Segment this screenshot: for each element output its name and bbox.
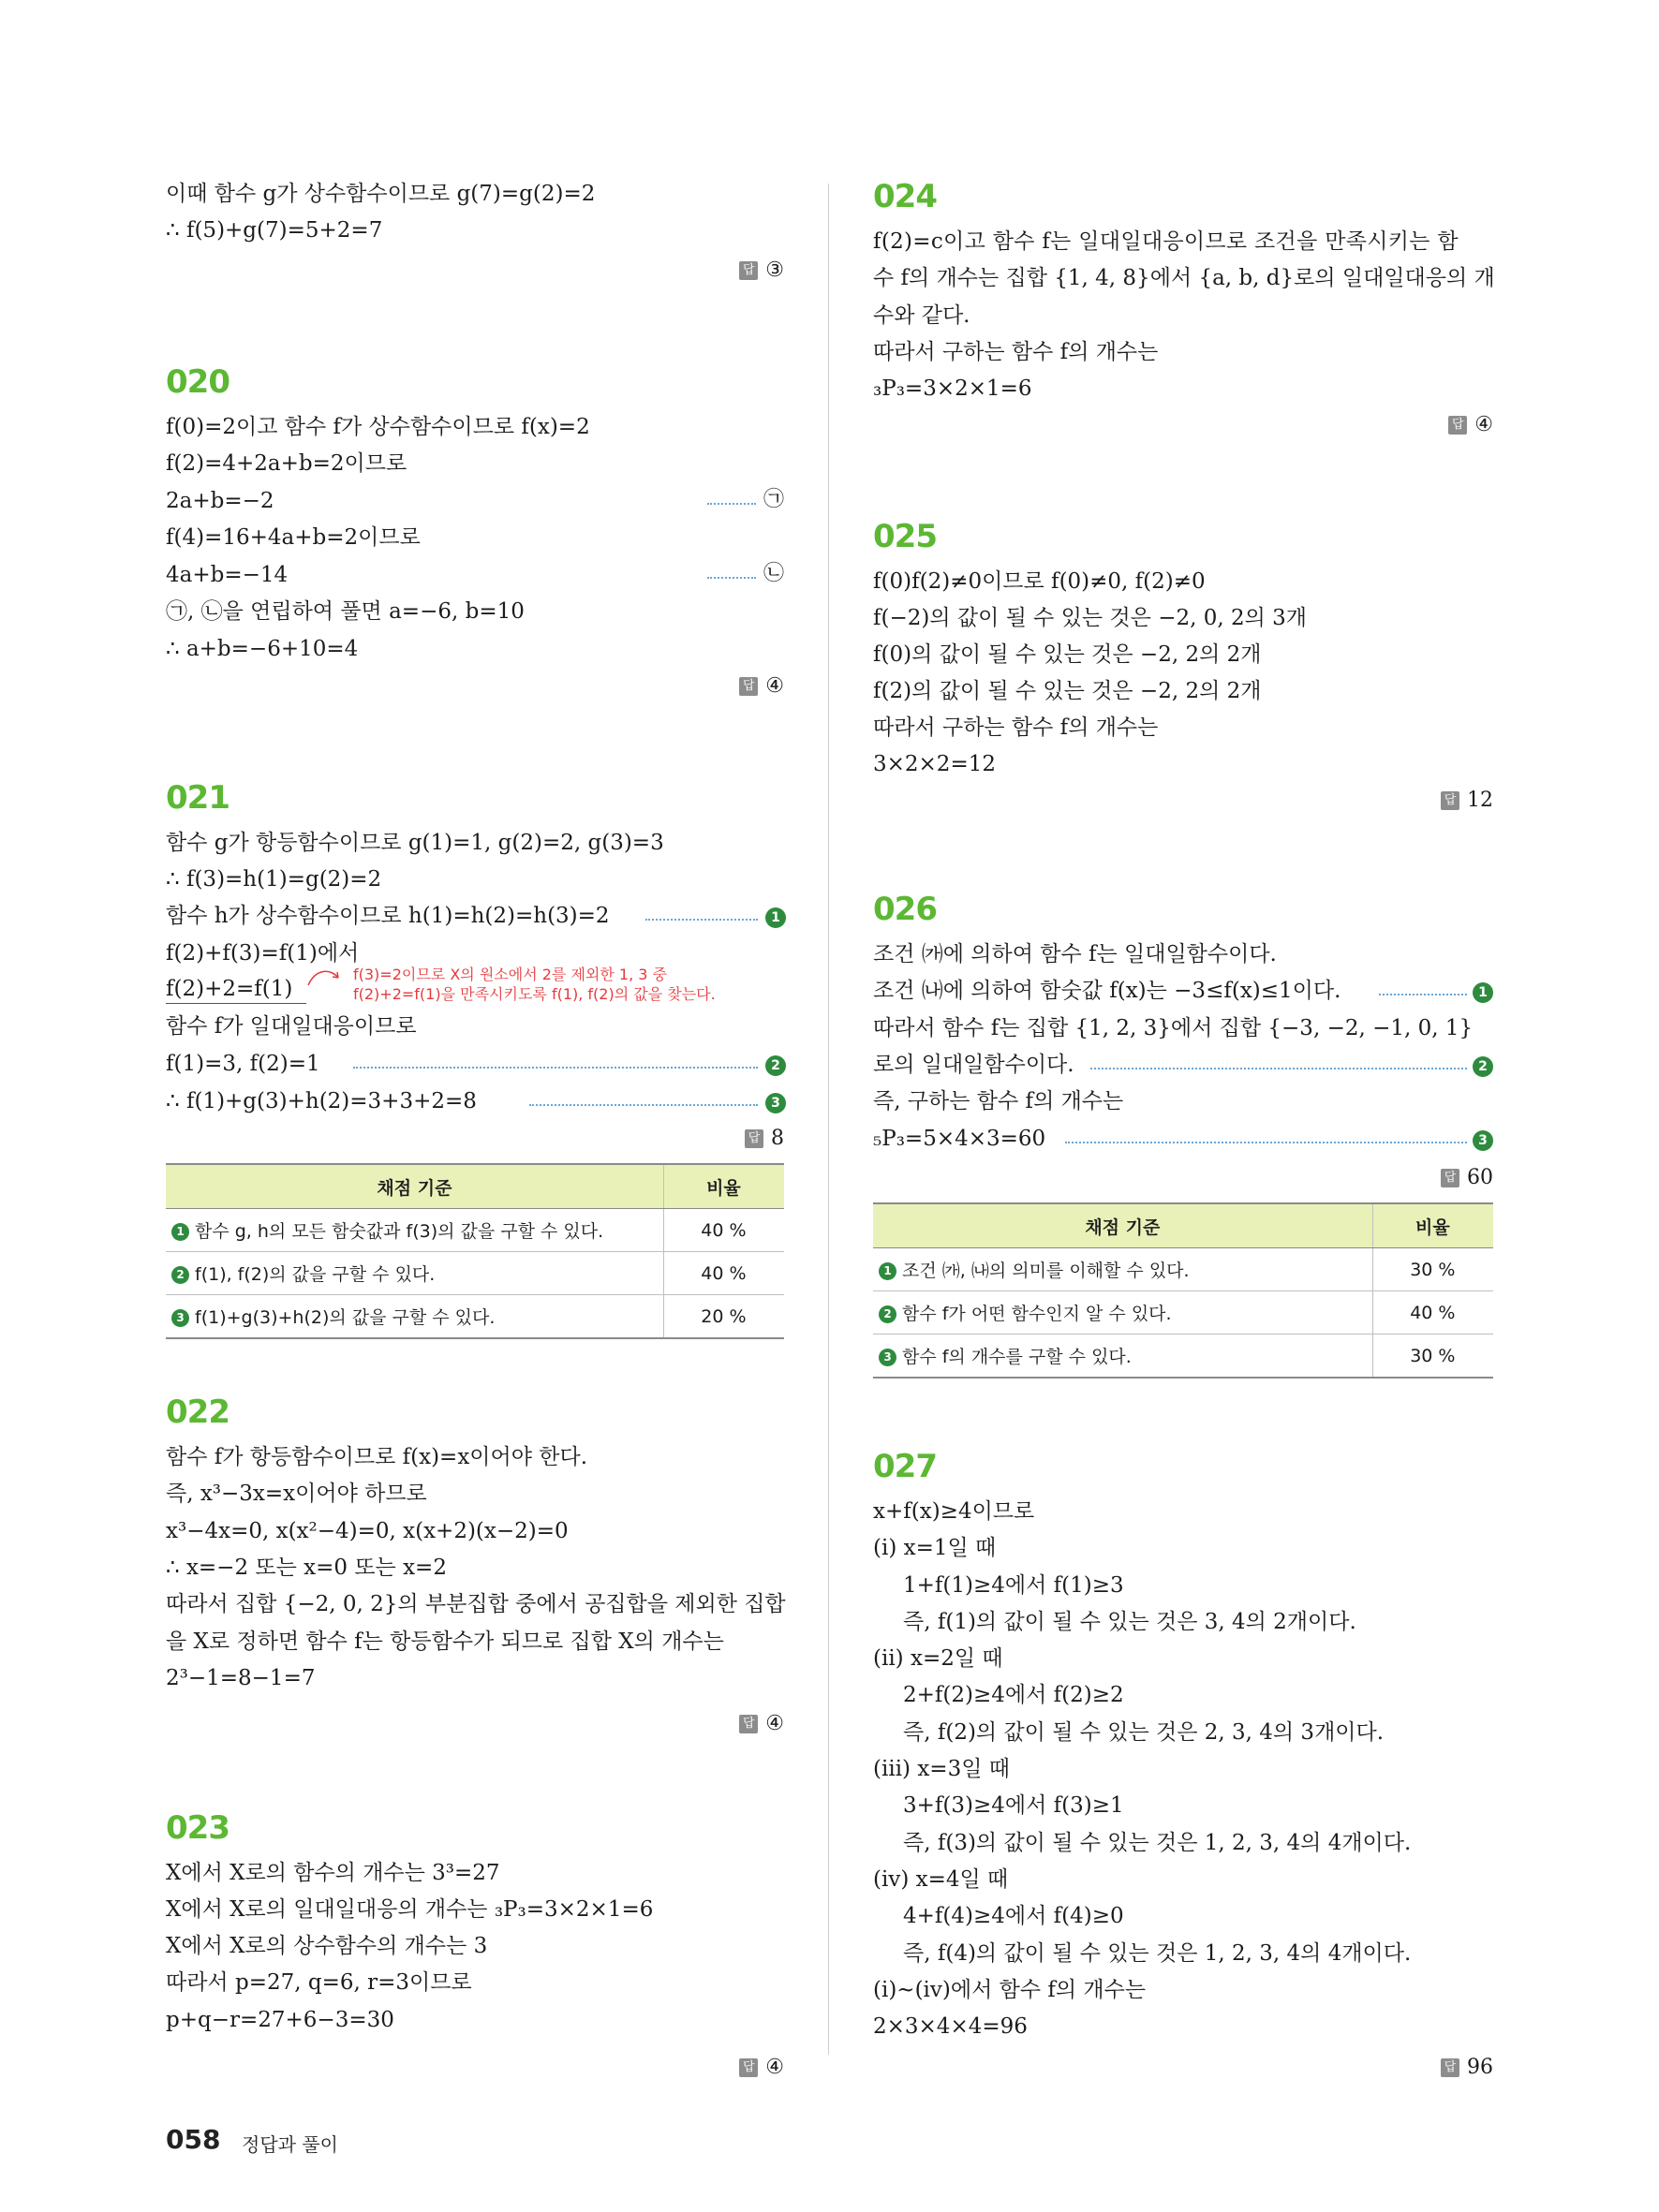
solution-line: ∴ x=−2 또는 x=0 또는 x=2 xyxy=(166,1556,447,1580)
table-row xyxy=(166,1295,784,1339)
solution-line: f(2)의 값이 될 수 있는 것은 −2, 2의 2개 xyxy=(873,679,1262,703)
solution-line: f(2)+f(3)=f(1)에서 xyxy=(166,941,360,966)
solution-line: X에서 X로의 상수함수의 개수는 3 xyxy=(166,1934,488,1958)
table-header: 비율 xyxy=(663,1164,784,1209)
criterion-cell xyxy=(166,1295,663,1339)
solution-line: 따라서 구하는 함수 f의 개수는 xyxy=(873,340,1159,364)
circled-mark: ㉡ xyxy=(763,562,785,585)
solution-line: 함수 h가 상수함수이므로 h(1)=h(2)=h(3)=2 xyxy=(166,904,610,928)
ratio-cell: 30 % xyxy=(1372,1248,1493,1291)
section-title: 026 xyxy=(873,891,937,928)
answer-label-icon: 답 xyxy=(1441,1169,1459,1187)
answer xyxy=(739,1712,784,1735)
solution-line: 따라서 p=27, q=6, r=3이므로 xyxy=(166,1970,472,1995)
solution-line: 을 X로 정하면 함수 f는 항등함수가 되므로 집합 X의 개수는 xyxy=(166,1630,724,1654)
solution-line: (ⅱ) x=2일 때 xyxy=(873,1646,1003,1671)
answer xyxy=(1448,413,1493,436)
leader-dots xyxy=(707,577,756,579)
answer-label-icon: 답 xyxy=(739,1715,758,1733)
solution-line: 1+f(1)≥4에서 f(1)≥3 xyxy=(903,1573,1124,1598)
step-mark: 1 xyxy=(879,1262,896,1280)
step-mark-2: 2 xyxy=(1473,1056,1493,1077)
criterion-text: f(1), f(2)의 값을 구할 수 있다. xyxy=(195,1264,436,1285)
step-mark: 2 xyxy=(879,1305,896,1323)
step-mark-3: 3 xyxy=(1473,1130,1493,1151)
solution-line: f(2)=c이고 함수 f는 일대일대응이므로 조건을 만족시키는 함 xyxy=(873,229,1459,254)
criterion-cell xyxy=(873,1291,1372,1335)
solution-line: f(2)=4+2a+b=2이므로 xyxy=(166,451,407,476)
answer-value: 12 xyxy=(1467,789,1493,812)
answer-label-icon: 답 xyxy=(739,2058,758,2077)
answer xyxy=(739,2056,784,2079)
step-mark-1: 1 xyxy=(765,907,786,928)
solution-line: f(0)의 값이 될 수 있는 것은 −2, 2의 2개 xyxy=(873,642,1262,667)
answer-label-icon: 답 xyxy=(739,261,758,280)
solution-line: ∴ f(3)=h(1)=g(2)=2 xyxy=(166,867,382,892)
answer-label-icon: 답 xyxy=(1441,791,1459,810)
solution-line: x³−4x=0, x(x²−4)=0, x(x+2)(x−2)=0 xyxy=(166,1519,569,1543)
footer-label: 정답과 풀이 xyxy=(242,2133,338,2156)
solution-line: ㉠, ㉡을 연립하여 풀면 a=−6, b=10 xyxy=(166,599,525,624)
table-header: 채점 기준 xyxy=(873,1203,1372,1248)
solution-line: 따라서 구하는 함수 f의 개수는 xyxy=(873,715,1159,740)
criterion-cell xyxy=(166,1252,663,1295)
solution-line: X에서 X로의 일대일대응의 개수는 ₃P₃=3×2×1=6 xyxy=(166,1897,654,1922)
grading-table xyxy=(166,1163,784,1339)
answer-value: ④ xyxy=(765,1712,784,1735)
step-mark: 1 xyxy=(171,1223,189,1241)
solution-line: ∴ f(1)+g(3)+h(2)=3+3+2=8 xyxy=(166,1089,477,1113)
answer xyxy=(739,674,784,698)
section-title: 021 xyxy=(166,779,230,817)
answer-label-icon: 답 xyxy=(739,677,758,696)
criterion-text: 조건 ㈎, ㈏의 의미를 이해할 수 있다. xyxy=(902,1261,1190,1281)
solution-line: x+f(x)≥4이므로 xyxy=(873,1499,1035,1524)
answer-label-icon: 답 xyxy=(1441,2058,1459,2077)
step-mark: 3 xyxy=(171,1309,189,1327)
table-header: 채점 기준 xyxy=(166,1164,663,1209)
solution-line: p+q−r=27+6−3=30 xyxy=(166,2008,394,2032)
solution-line: X에서 X로의 함수의 개수는 3³=27 xyxy=(166,1861,500,1885)
solution-line: 조건 ㈎에 의하여 함수 f는 일대일함수이다. xyxy=(873,942,1277,966)
table-header: 비율 xyxy=(1372,1203,1493,1248)
solution-line: 수와 같다. xyxy=(873,303,970,328)
solution-line: (ⅰ) x=1일 때 xyxy=(873,1536,997,1560)
answer-value: 8 xyxy=(771,1127,784,1150)
solution-line: 따라서 함수 f는 집합 {1, 2, 3}에서 집합 {−3, −2, −1, 0, 1} xyxy=(873,1016,1474,1040)
solution-line: 함수 f가 일대일대응이므로 xyxy=(166,1014,417,1039)
step-mark-1: 1 xyxy=(1473,982,1493,1003)
solution-line: f(0)f(2)≠0이므로 f(0)≠0, f(2)≠0 xyxy=(873,569,1206,594)
criterion-text: 함수 g, h의 모든 함숫값과 f(3)의 값을 구할 수 있다. xyxy=(195,1221,604,1242)
solution-line: (ⅰ)~(ⅳ)에서 함수 f의 개수는 xyxy=(873,1978,1147,2002)
solution-line: ₅P₃=5×4×3=60 xyxy=(873,1127,1046,1151)
leader-dots xyxy=(529,1104,758,1106)
answer-value: ④ xyxy=(765,674,784,698)
section-title: 020 xyxy=(166,363,230,401)
solution-line: 조건 ㈏에 의하여 함숫값 f(x)는 −3≤f(x)≤1이다. xyxy=(873,979,1341,1003)
answer xyxy=(739,258,784,282)
section-title: 022 xyxy=(166,1394,230,1431)
step-mark: 3 xyxy=(879,1349,896,1366)
ratio-cell: 40 % xyxy=(663,1209,784,1252)
table-row xyxy=(873,1335,1493,1379)
criterion-text: 함수 f가 어떤 함수인지 알 수 있다. xyxy=(902,1304,1172,1324)
solution-line: 즉, x³−3x=x이어야 하므로 xyxy=(166,1482,427,1506)
solution-line: 4+f(4)≥4에서 f(4)≥0 xyxy=(903,1904,1124,1928)
section-title: 025 xyxy=(873,518,937,555)
solution-line: 즉, f(1)의 값이 될 수 있는 것은 3, 4의 2개이다. xyxy=(903,1610,1356,1634)
criterion-text: f(1)+g(3)+h(2)의 값을 구할 수 있다. xyxy=(195,1307,496,1328)
solution-line: 4a+b=−14 xyxy=(166,563,289,587)
solution-line: 함수 f가 항등함수이므로 f(x)=x이어야 한다. xyxy=(166,1445,588,1469)
solution-line: f(4)=16+4a+b=2이므로 xyxy=(166,525,421,550)
note-arrow-icon xyxy=(306,965,344,991)
section-title: 024 xyxy=(873,178,937,215)
intro-line: 이때 함수 g가 상수함수이므로 g(7)=g(2)=2 xyxy=(166,182,596,206)
solution-line: 3+f(3)≥4에서 f(3)≥1 xyxy=(903,1793,1124,1818)
solution-line: f(2)+2=f(1) xyxy=(166,977,293,1001)
leader-dots xyxy=(1065,1142,1467,1143)
answer xyxy=(1441,789,1493,812)
solution-line: 즉, 구하는 함수 f의 개수는 xyxy=(873,1089,1124,1113)
solution-line: 따라서 집합 {−2, 0, 2}의 부분집합 중에서 공집합을 제외한 집합 xyxy=(166,1592,786,1616)
solution-line: 로의 일대일함수이다. xyxy=(873,1053,1074,1077)
step-mark-3: 3 xyxy=(765,1093,786,1113)
answer-value: 60 xyxy=(1467,1166,1493,1189)
leader-dots xyxy=(1379,994,1467,995)
solution-line: ∴ a+b=−6+10=4 xyxy=(166,637,359,661)
answer xyxy=(1441,2056,1493,2079)
table-row xyxy=(873,1248,1493,1291)
solution-line: 2a+b=−2 xyxy=(166,489,274,513)
underline xyxy=(166,1003,306,1004)
table-row xyxy=(166,1252,784,1295)
leader-dots xyxy=(353,1067,758,1069)
solution-line: f(−2)의 값이 될 수 있는 것은 −2, 0, 2의 3개 xyxy=(873,606,1307,630)
step-mark-2: 2 xyxy=(765,1055,786,1076)
section-title: 023 xyxy=(166,1809,230,1847)
solution-line: (ⅲ) x=3일 때 xyxy=(873,1757,1010,1781)
solution-line: (ⅳ) x=4일 때 xyxy=(873,1867,1009,1892)
answer xyxy=(745,1127,784,1150)
section-title: 027 xyxy=(873,1448,937,1485)
annotation-note: f(2)+2=f(1)을 만족시키도록 f(1), f(2)의 값을 찾는다. xyxy=(353,985,716,1003)
solution-line: f(0)=2이고 함수 f가 상수함수이므로 f(x)=2 xyxy=(166,415,590,439)
solution-line: 함수 g가 항등함수이므로 g(1)=1, g(2)=2, g(3)=3 xyxy=(166,831,664,855)
solution-line: 즉, f(3)의 값이 될 수 있는 것은 1, 2, 3, 4의 4개이다. xyxy=(903,1831,1412,1855)
solution-line: ₃P₃=3×2×1=6 xyxy=(873,376,1032,401)
page-number: 058 xyxy=(166,2124,221,2155)
answer-value: ④ xyxy=(765,2056,784,2079)
solution-line: 즉, f(2)의 값이 될 수 있는 것은 2, 3, 4의 3개이다. xyxy=(903,1720,1385,1745)
answer-value: ③ xyxy=(765,258,784,282)
answer xyxy=(1441,1166,1493,1189)
annotation-note: f(3)=2이므로 X의 원소에서 2를 제외한 1, 3 중 xyxy=(353,966,667,983)
step-mark: 2 xyxy=(171,1266,189,1284)
ratio-cell: 20 % xyxy=(663,1295,784,1339)
solution-line: 즉, f(4)의 값이 될 수 있는 것은 1, 2, 3, 4의 4개이다. xyxy=(903,1941,1412,1966)
leader-dots xyxy=(645,919,758,921)
answer-label-icon: 답 xyxy=(1448,416,1467,435)
answer-label-icon: 답 xyxy=(745,1129,763,1148)
solution-line: f(1)=3, f(2)=1 xyxy=(166,1052,320,1076)
table-row xyxy=(873,1291,1493,1335)
criterion-cell xyxy=(873,1248,1372,1291)
solution-line: 2³−1=8−1=7 xyxy=(166,1666,316,1690)
solution-line: 2+f(2)≥4에서 f(2)≥2 xyxy=(903,1683,1124,1707)
criterion-cell xyxy=(873,1335,1372,1379)
leader-dots xyxy=(1090,1068,1467,1069)
ratio-cell: 30 % xyxy=(1372,1335,1493,1379)
solution-line: 수 f의 개수는 집합 {1, 4, 8}에서 {a, b, d}로의 일대일대응의 개 xyxy=(873,266,1495,290)
answer-value: ④ xyxy=(1474,413,1493,436)
criterion-cell xyxy=(166,1209,663,1252)
ratio-cell: 40 % xyxy=(663,1252,784,1295)
solution-line: 2×3×4×4=96 xyxy=(873,2014,1028,2039)
ratio-cell: 40 % xyxy=(1372,1291,1493,1335)
solution-line: 3×2×2=12 xyxy=(873,752,996,776)
circled-mark: ㉠ xyxy=(763,488,785,511)
answer-value: 96 xyxy=(1467,2056,1493,2079)
column-divider xyxy=(828,184,829,2055)
intro-line: ∴ f(5)+g(7)=5+2=7 xyxy=(166,218,383,243)
criterion-text: 함수 f의 개수를 구할 수 있다. xyxy=(902,1347,1132,1367)
table-row xyxy=(166,1209,784,1252)
grading-table xyxy=(873,1202,1493,1379)
leader-dots xyxy=(707,503,756,505)
